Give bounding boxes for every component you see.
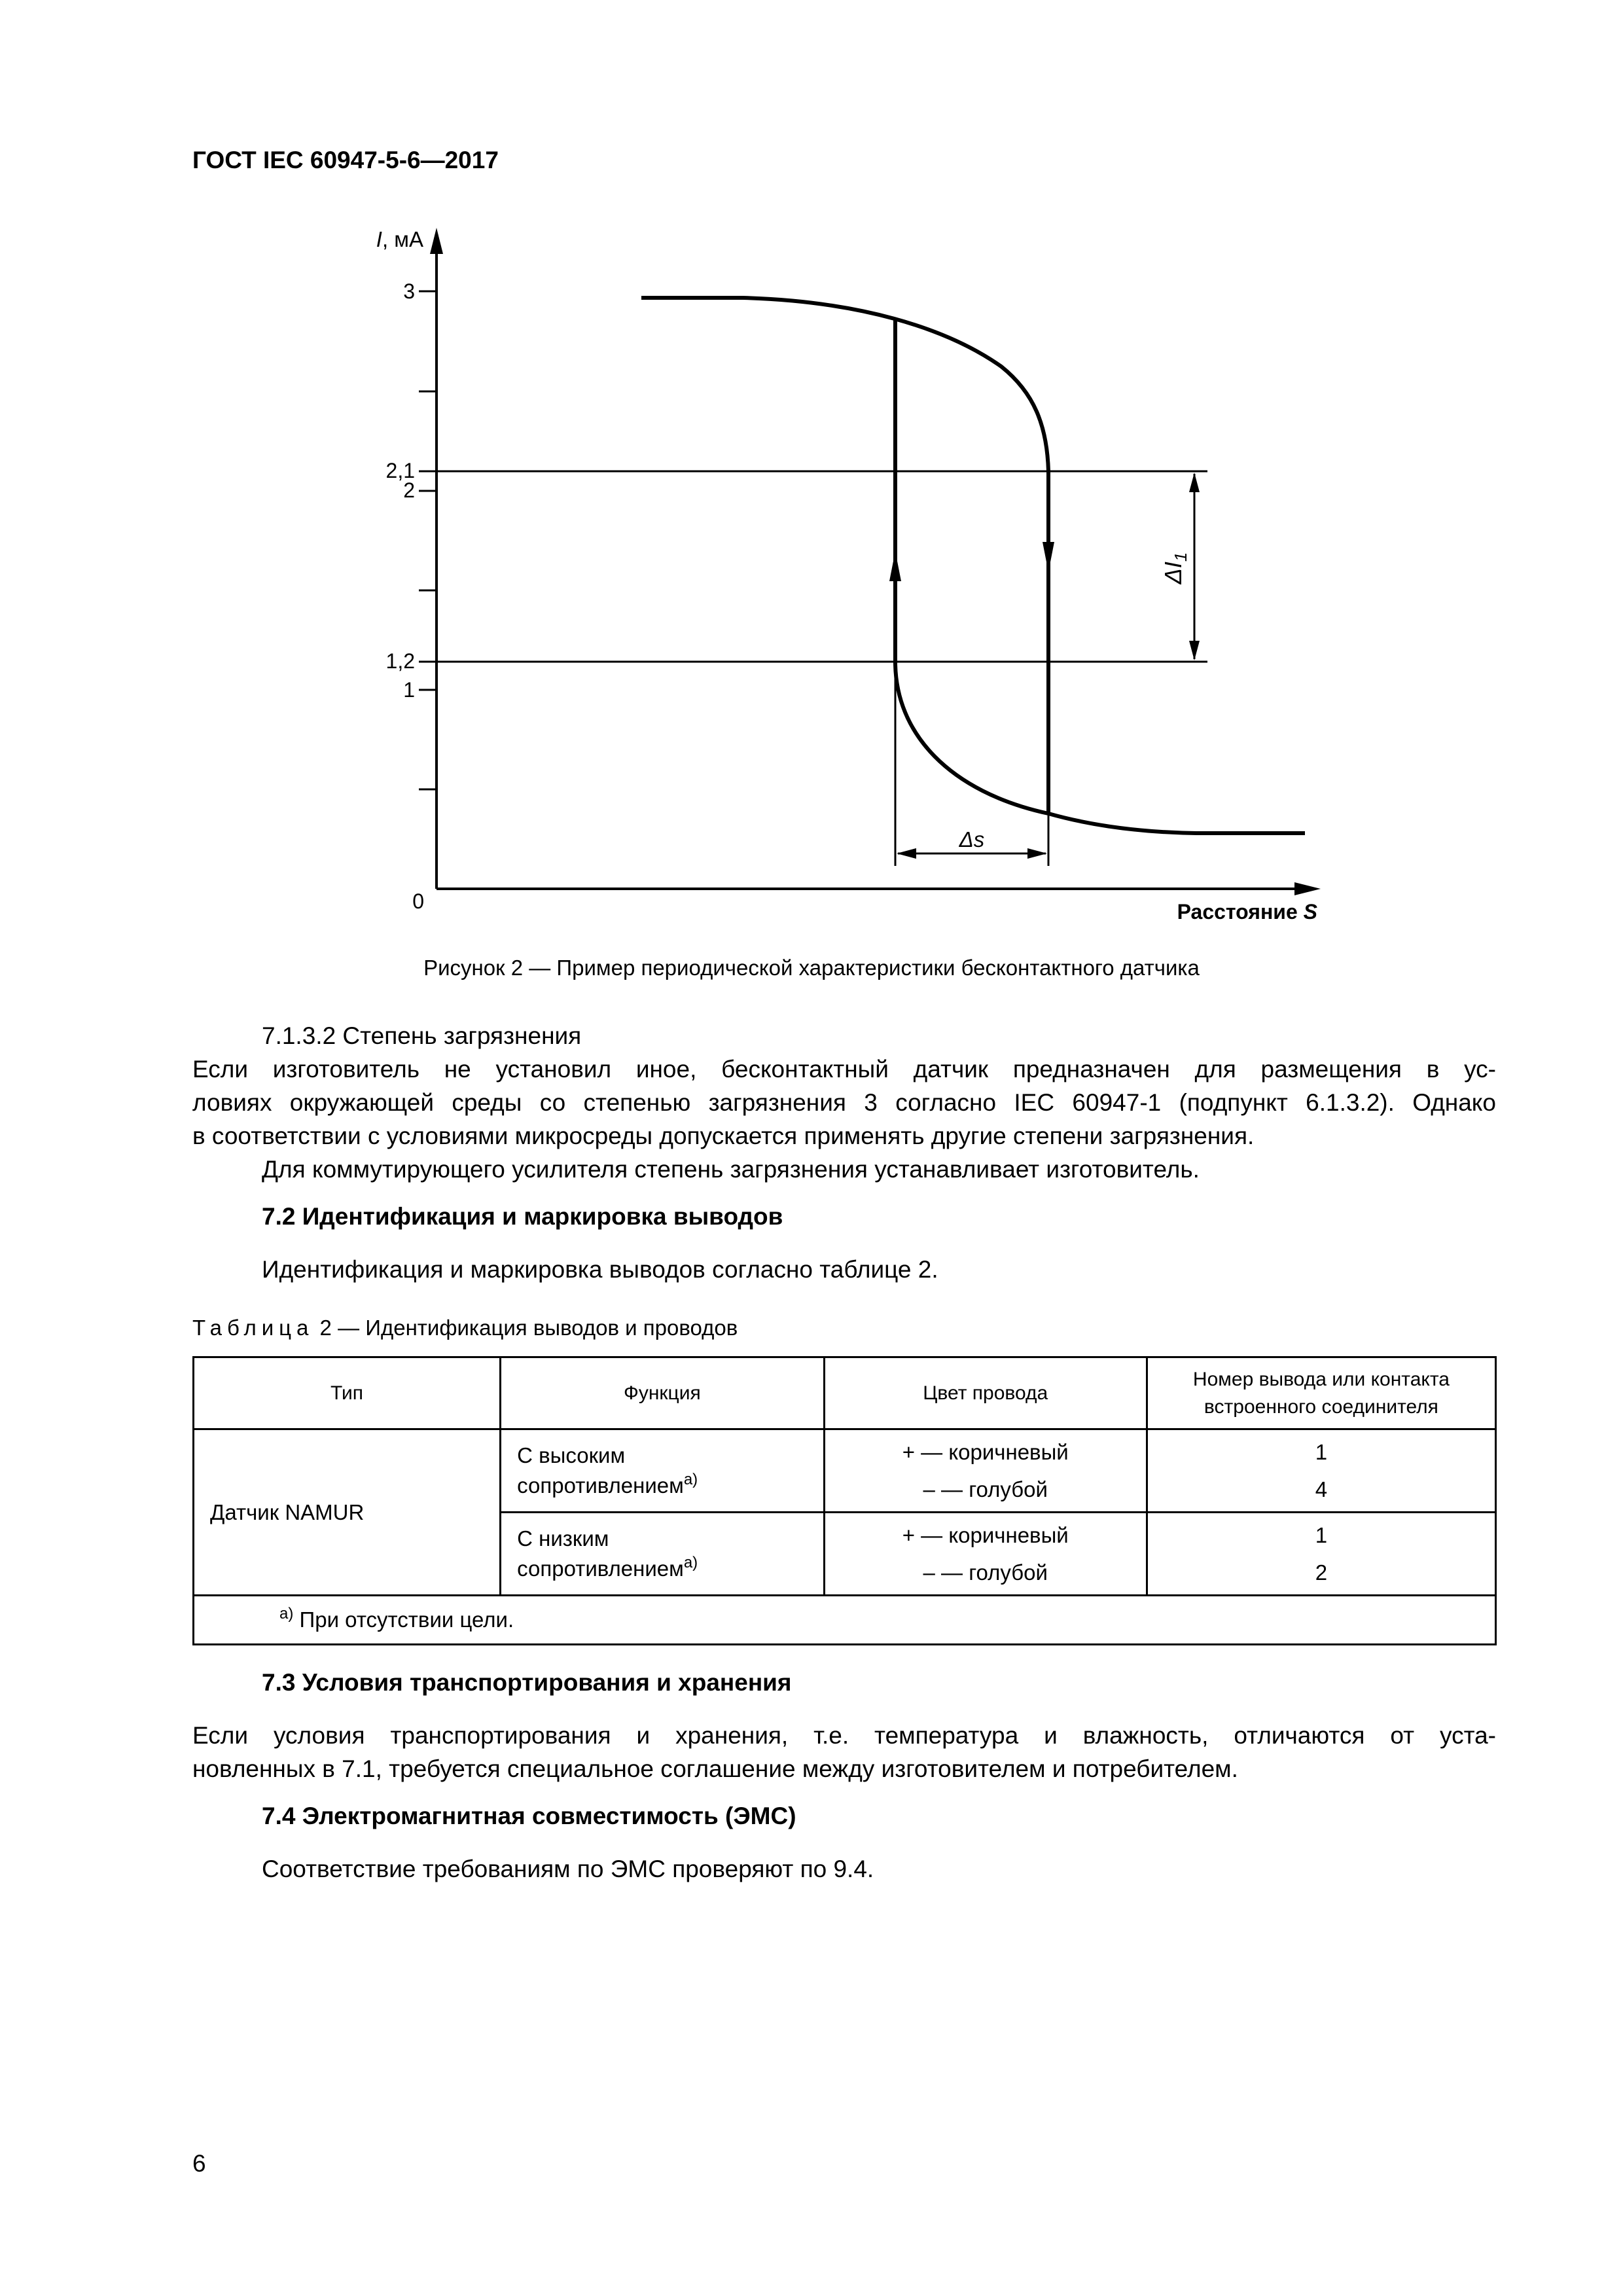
page-number: 6 — [192, 2150, 206, 2177]
tick-label-0: 0 — [412, 889, 424, 913]
section-7132-line-2: ловиях окружающей среды со степенью загрязнения 3 согласно IEC 60947-1 (подпункт 6.1.3.2). Однако — [192, 1089, 1496, 1116]
section-73-heading: 7.3 Условия транспортирования и хранения — [262, 1669, 792, 1696]
delta-i-symbol: ΔI — [1160, 562, 1186, 584]
section-7132-line-1: Если изготовитель не установил иное, бесконтактный датчик предназначен для размещения в ус- — [192, 1056, 1496, 1083]
delta-i-subscript: 1 — [1171, 552, 1190, 562]
tick-label-2: 2 — [403, 478, 415, 502]
y-axis-label — [376, 227, 423, 251]
section-73-line-2: новленных в 7.1, требуется специальное соглашение между изготовителем и потребителем. — [192, 1755, 1238, 1782]
y-axis-unit: , мА — [382, 227, 423, 251]
table-footnote — [194, 1596, 1496, 1645]
table-caption-label: Таблица — [192, 1316, 314, 1340]
x-axis-arrow — [1294, 882, 1321, 895]
x-axis-word: Расстояние — [1177, 900, 1304, 924]
cell-wire-colors: + — коричневый – — голубой — [824, 1513, 1147, 1596]
section-74-heading: 7.4 Электромагнитная совместимость (ЭМС) — [262, 1803, 796, 1829]
y-axis-arrow — [430, 228, 443, 254]
table-footnote-row — [194, 1596, 1496, 1645]
header-function: Функция — [501, 1357, 825, 1429]
up-arrow — [889, 551, 901, 581]
upper-curve — [641, 298, 1048, 471]
terminal-table — [192, 1356, 1497, 1645]
footnote-text: При отсутствии цели. — [293, 1607, 514, 1632]
document-code: ГОСТ IEC 60947-5-6—2017 — [192, 147, 499, 173]
cell-function: С низким сопротивлением$^{а)}$ — [501, 1513, 825, 1596]
y-axis-letter: I — [376, 227, 382, 251]
delta-s-label: Δs — [959, 827, 985, 852]
section-72-text: Идентификация и маркировка выводов согласно таблице 2. — [262, 1256, 938, 1283]
hysteresis-chart — [0, 0, 1623, 942]
x-axis-letter: S — [1303, 900, 1317, 924]
delta-i-arrow-bottom — [1189, 641, 1200, 660]
table-row — [194, 1429, 1496, 1513]
figure-caption: Рисунок 2 — Пример периодической характеристики бесконтактного датчика — [423, 956, 1200, 980]
section-72-heading: 7.2 Идентификация и маркировка выводов — [262, 1203, 783, 1230]
tick-label-2.1: 2,1 — [385, 459, 415, 482]
section-73-line-1: Если условия транспортирования и хранения, т.е. температура и влажность, отличаются от уста- — [192, 1722, 1496, 1749]
delta-s-arrow-right — [1027, 848, 1047, 859]
cell-terminals: 1 2 — [1147, 1513, 1495, 1596]
footnote-mark: а) — [279, 1605, 294, 1623]
footnote-ref: а) — [683, 1471, 698, 1488]
cell-sensor-type: Датчик NAMUR — [194, 1429, 501, 1596]
down-arrow — [1043, 542, 1054, 572]
cell-function: С высоким сопротивлением$^{а)}$ — [501, 1429, 825, 1513]
section-74-text: Соответствие требованиям по ЭМС проверяют по 9.4. — [262, 1856, 874, 1882]
section-7132-line-3: в соответствии с условиями микросреды допускается применять другие степени загрязнения. — [192, 1122, 1255, 1149]
tick-label-1.2: 1,2 — [385, 649, 415, 673]
table-header-row — [194, 1357, 1496, 1429]
header-type: Тип — [194, 1357, 501, 1429]
tick-label-1: 1 — [403, 678, 415, 702]
cell-terminals: 1 4 — [1147, 1429, 1495, 1513]
tick-label-3: 3 — [403, 279, 415, 303]
section-7132-title: 7.1.3.2 Степень загрязнения — [262, 1022, 582, 1049]
x-axis-label — [1177, 900, 1318, 924]
delta-i-arrow-top — [1189, 473, 1200, 492]
footnote-ref: а) — [683, 1554, 698, 1571]
header-wire-color: Цвет провода — [824, 1357, 1147, 1429]
header-terminal: Номер вывода или контакта встроенного соединителя — [1147, 1357, 1495, 1429]
delta-i-label — [1160, 552, 1190, 585]
lower-curve — [895, 662, 1305, 833]
table-caption-rest: 2 — Идентификация выводов и проводов — [313, 1316, 738, 1340]
delta-s-arrow-left — [897, 848, 916, 859]
table-caption — [192, 1316, 738, 1340]
section-7132-para-2: Для коммутирующего усилителя степень загрязнения устанавливает изготовитель. — [262, 1156, 1200, 1183]
cell-wire-colors: + — коричневый – — голубой — [824, 1429, 1147, 1513]
